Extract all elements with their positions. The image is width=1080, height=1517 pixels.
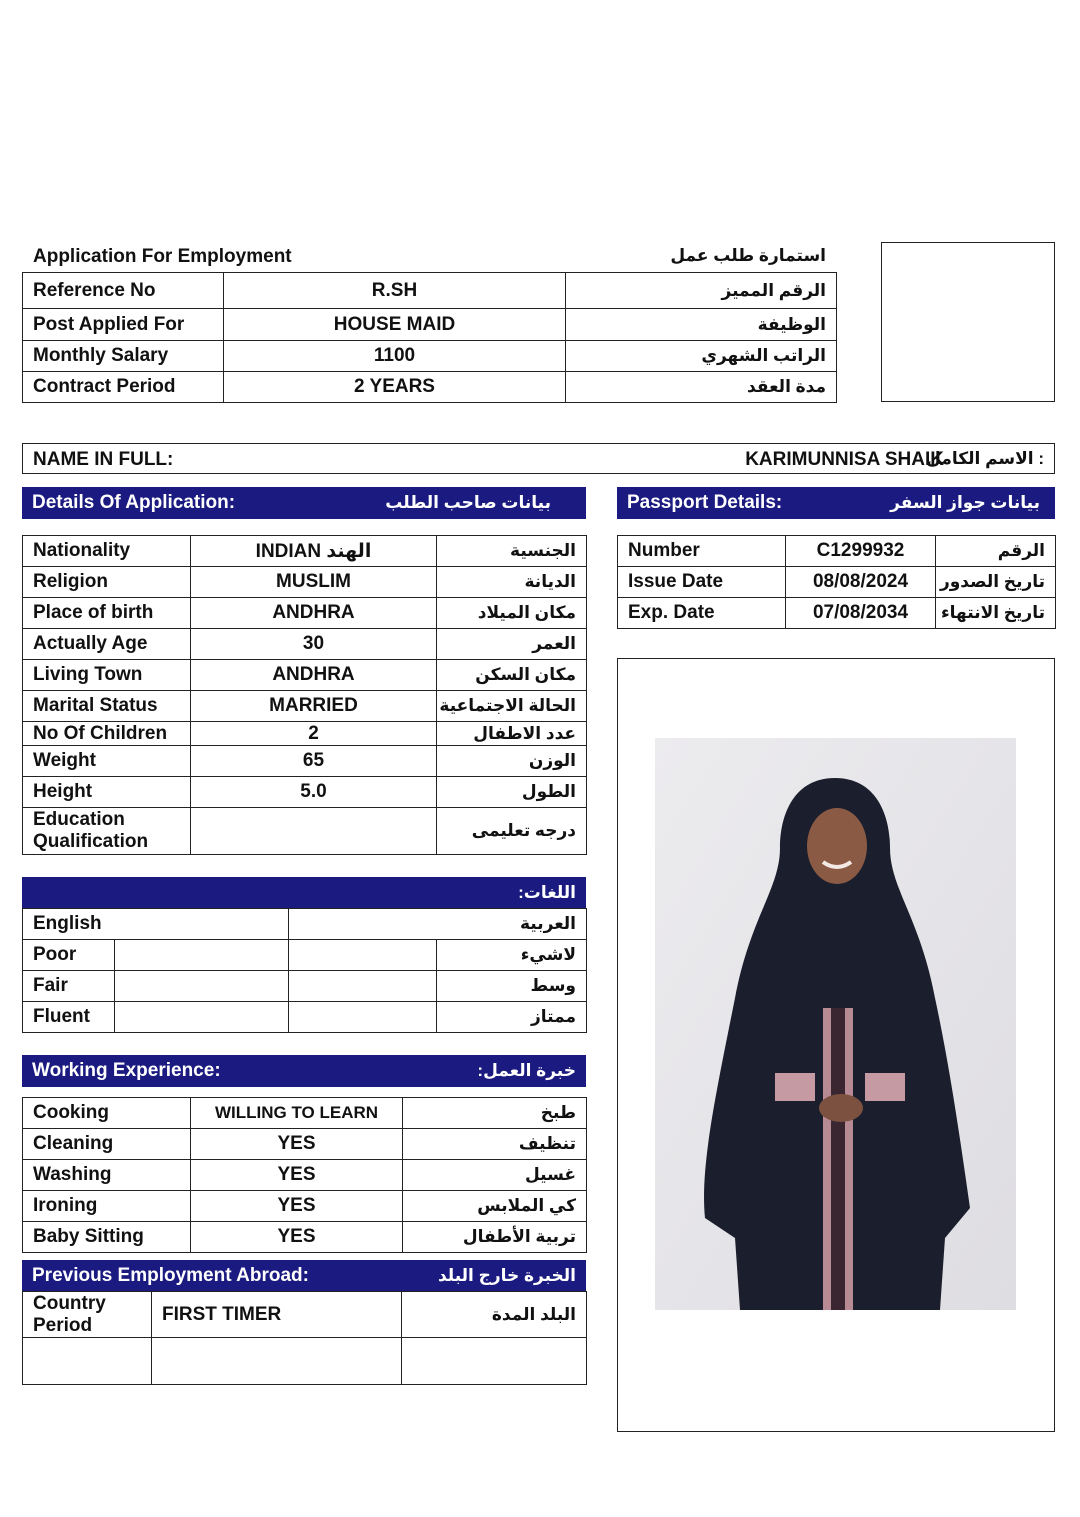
living-town-label-ar: مكان السكن xyxy=(437,660,587,691)
reference-no-value: R.SH xyxy=(224,273,566,309)
table-row xyxy=(23,1129,587,1160)
languages-title-ar: اللغات: xyxy=(518,883,576,902)
monthly-salary-label-ar: الراتب الشهري xyxy=(566,341,837,372)
expiry-date-label: Exp. Date xyxy=(618,598,786,629)
table-row xyxy=(23,1292,587,1338)
weight-label: Weight xyxy=(23,746,191,777)
age-label: Actually Age xyxy=(23,629,191,660)
passport-title-ar: بيانات جواز السفر xyxy=(890,493,1040,512)
reference-no-label: Reference No xyxy=(23,273,224,309)
children-label-ar: عدد الاطفال xyxy=(437,722,587,746)
expiry-date-label-ar: تاريخ الانتهاء xyxy=(936,598,1056,629)
table-row xyxy=(23,940,587,971)
table-row xyxy=(23,1191,587,1222)
empty-cell xyxy=(152,1338,402,1385)
previous-employment-table xyxy=(22,1291,587,1385)
table-row xyxy=(23,1222,587,1253)
country-label: Country xyxy=(33,1292,106,1314)
cooking-value: WILLING TO LEARN xyxy=(191,1098,403,1129)
table-row xyxy=(23,1338,587,1385)
empty-cell xyxy=(23,1338,152,1385)
full-name-label: NAME IN FULL: xyxy=(33,449,174,470)
cleaning-label: Cleaning xyxy=(23,1129,191,1160)
washing-label: Washing xyxy=(23,1160,191,1191)
weight-value: 65 xyxy=(191,746,437,777)
marital-status-label: Marital Status xyxy=(23,691,191,722)
cleaning-value: YES xyxy=(191,1129,403,1160)
table-row xyxy=(23,341,837,372)
small-photo-box xyxy=(881,242,1055,402)
issue-date-label-ar: تاريخ الصدور xyxy=(936,567,1056,598)
table-row xyxy=(23,971,587,1002)
country-period-label xyxy=(23,1292,152,1338)
age-label-ar: العمر xyxy=(437,629,587,660)
height-label: Height xyxy=(23,777,191,808)
language-english-label: English xyxy=(23,909,289,940)
washing-value: YES xyxy=(191,1160,403,1191)
table-row xyxy=(23,691,587,722)
place-of-birth-value: ANDHRA xyxy=(191,598,437,629)
education-label-line1: Education xyxy=(33,809,125,830)
period-label: Period xyxy=(33,1314,93,1336)
cooking-label: Cooking xyxy=(23,1098,191,1129)
table-row xyxy=(23,536,587,567)
place-of-birth-label: Place of birth xyxy=(23,598,191,629)
table-row xyxy=(23,598,587,629)
form-title: Application For Employment xyxy=(33,246,292,267)
table-row xyxy=(23,660,587,691)
details-of-application-header xyxy=(22,487,586,519)
post-applied-label-ar: الوظيفة xyxy=(566,309,837,341)
empty-cell xyxy=(402,1338,587,1385)
full-name-row xyxy=(22,443,1055,474)
table-row xyxy=(23,273,837,309)
table-row xyxy=(23,309,837,341)
post-applied-label: Post Applied For xyxy=(23,309,224,341)
table-row xyxy=(23,1160,587,1191)
baby-sitting-label: Baby Sitting xyxy=(23,1222,191,1253)
issue-date-value: 08/08/2024 xyxy=(786,567,936,598)
level-poor-label: Poor xyxy=(23,940,115,971)
table-row xyxy=(23,746,587,777)
table-row xyxy=(23,722,587,746)
language-arabic-label: العربية xyxy=(289,909,587,940)
passport-number-label: Number xyxy=(618,536,786,567)
living-town-value: ANDHRA xyxy=(191,660,437,691)
contract-period-label-ar: مدة العقد xyxy=(566,372,837,403)
experience-table xyxy=(22,1097,587,1253)
ironing-label: Ironing xyxy=(23,1191,191,1222)
contract-period-value: 2 YEARS xyxy=(224,372,566,403)
monthly-salary-value: 1100 xyxy=(224,341,566,372)
previous-employment-value: FIRST TIMER xyxy=(152,1292,402,1338)
level-poor-label-ar: لاشيء xyxy=(437,940,587,971)
person-silhouette-icon xyxy=(655,738,1016,1310)
level-fair-label-ar: وسط xyxy=(437,971,587,1002)
arabic-fluent-cell xyxy=(289,1002,437,1033)
application-top-table xyxy=(22,272,837,403)
monthly-salary-label: Monthly Salary xyxy=(23,341,224,372)
table-row xyxy=(23,372,837,403)
issue-date-label: Issue Date xyxy=(618,567,786,598)
expiry-date-value: 07/08/2034 xyxy=(786,598,936,629)
washing-label-ar: غسيل xyxy=(403,1160,587,1191)
applicant-photo xyxy=(655,738,1016,1310)
ironing-label-ar: كي الملابس xyxy=(403,1191,587,1222)
height-value: 5.0 xyxy=(191,777,437,808)
cooking-label-ar: طبخ xyxy=(403,1098,587,1129)
arabic-fair-cell xyxy=(289,971,437,1002)
table-row xyxy=(23,567,587,598)
previous-title: Previous Employment Abroad: xyxy=(32,1264,309,1286)
passport-title: Passport Details: xyxy=(627,492,783,513)
languages-header xyxy=(22,877,586,909)
form-title-arabic: استمارة طلب عمل xyxy=(670,246,826,265)
english-poor-cell xyxy=(115,940,289,971)
details-title: Details Of Application: xyxy=(32,492,236,513)
english-fluent-cell xyxy=(115,1002,289,1033)
country-period-label-ar: البلد المدة xyxy=(402,1292,587,1338)
baby-sitting-label-ar: تربية الأطفال xyxy=(403,1222,587,1253)
passport-number-label-ar: الرقم xyxy=(936,536,1056,567)
table-row xyxy=(618,536,1056,567)
table-row xyxy=(23,777,587,808)
arabic-poor-cell xyxy=(289,940,437,971)
religion-label: Religion xyxy=(23,567,191,598)
experience-title-ar: خبرة العمل: xyxy=(477,1061,576,1080)
table-row xyxy=(23,1002,587,1033)
previous-title-ar: الخبرة خارج البلد xyxy=(437,1265,576,1285)
working-experience-header xyxy=(22,1055,586,1087)
age-value: 30 xyxy=(191,629,437,660)
passport-number-value: C1299932 xyxy=(786,536,936,567)
table-row xyxy=(23,808,587,855)
weight-label-ar: الوزن xyxy=(437,746,587,777)
marital-status-value: MARRIED xyxy=(191,691,437,722)
post-applied-value: HOUSE MAID xyxy=(224,309,566,341)
languages-table xyxy=(22,908,587,1033)
marital-status-label-ar: الحالة الاجتماعية xyxy=(437,691,587,722)
level-fluent-label: Fluent xyxy=(23,1002,115,1033)
nationality-label-ar: الجنسية xyxy=(437,536,587,567)
place-of-birth-label-ar: مكان الميلاد xyxy=(437,598,587,629)
passport-table xyxy=(617,535,1056,629)
children-value: 2 xyxy=(191,722,437,746)
baby-sitting-value: YES xyxy=(191,1222,403,1253)
education-label-ar: درجه تعليمى xyxy=(437,808,587,855)
details-table xyxy=(22,535,587,855)
education-value xyxy=(191,808,437,855)
contract-period-label: Contract Period xyxy=(23,372,224,403)
reference-no-label-ar: الرقم المميز xyxy=(566,273,837,309)
ironing-value: YES xyxy=(191,1191,403,1222)
experience-title: Working Experience: xyxy=(32,1060,221,1081)
living-town-label: Living Town xyxy=(23,660,191,691)
nationality-value: INDIAN الهند xyxy=(191,536,437,567)
cleaning-label-ar: تنظيف xyxy=(403,1129,587,1160)
english-fair-cell xyxy=(115,971,289,1002)
table-row xyxy=(23,909,587,940)
previous-employment-header xyxy=(22,1260,586,1291)
table-row xyxy=(618,567,1056,598)
level-fair-label: Fair xyxy=(23,971,115,1002)
religion-label-ar: الديانة xyxy=(437,567,587,598)
full-name-value: KARIMUNNISA SHAIK xyxy=(745,449,944,470)
religion-value: MUSLIM xyxy=(191,567,437,598)
education-label xyxy=(23,808,191,855)
education-label-line2: Qualification xyxy=(33,831,149,852)
children-label: No Of Children xyxy=(23,722,191,746)
details-title-ar: بيانات صاحب الطلب xyxy=(385,493,551,512)
table-row xyxy=(23,629,587,660)
table-row xyxy=(618,598,1056,629)
passport-details-header xyxy=(617,487,1055,519)
nationality-label: Nationality xyxy=(23,536,191,567)
level-fluent-label-ar: ممتاز xyxy=(437,1002,587,1033)
height-label-ar: الطول xyxy=(437,777,587,808)
table-row xyxy=(23,1098,587,1129)
full-name-arabic-label: : الاسم الكامل xyxy=(926,449,1044,468)
